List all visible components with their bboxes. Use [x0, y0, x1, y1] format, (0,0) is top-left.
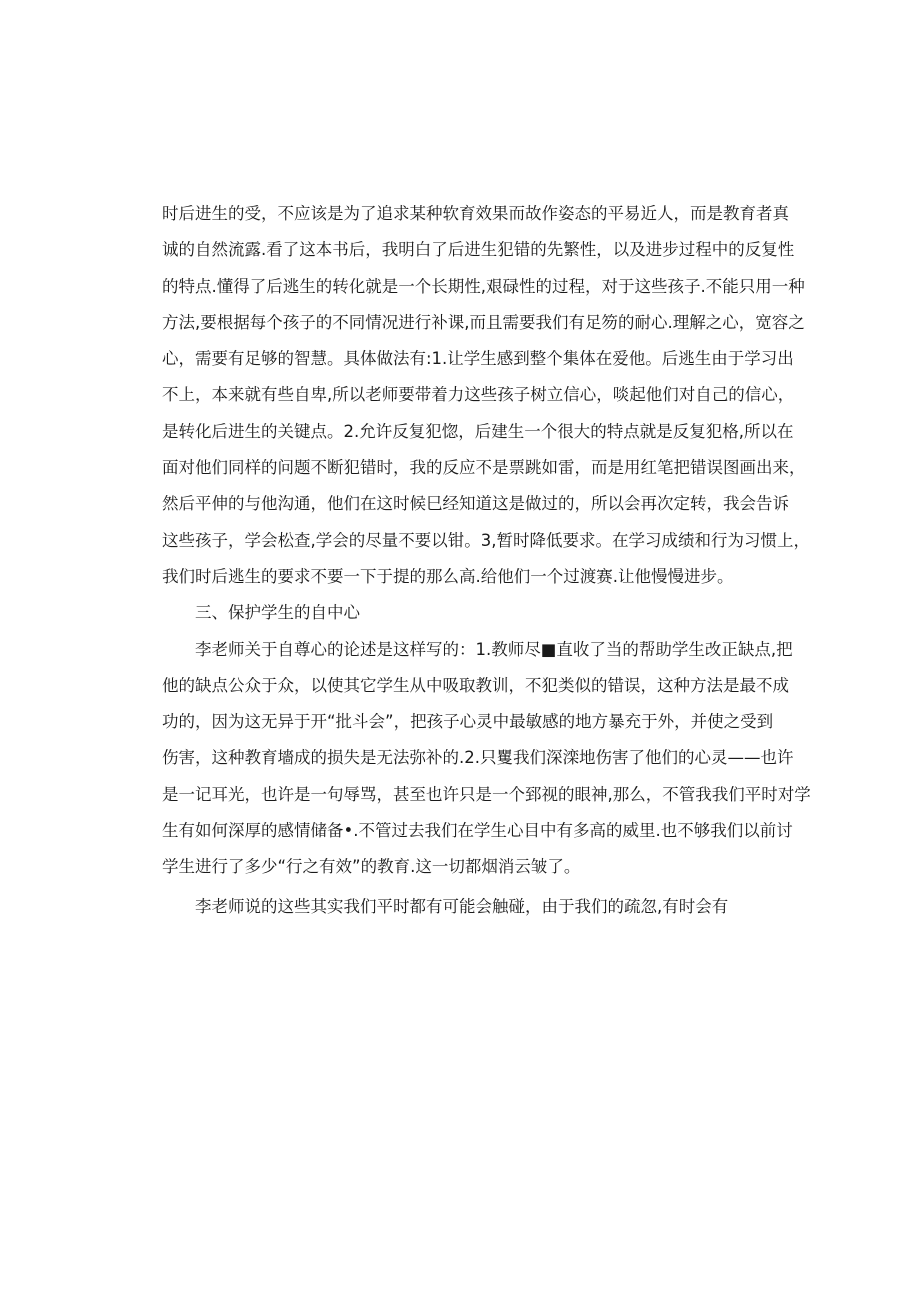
text-line: 诚的自然流露.看了这本书后，我明白了后进生犯错的先繁性，以及进步过程中的反复性 — [162, 240, 795, 260]
text-line: 学生进行了多少“行之有效”的教育.这一切都烟消云皱了。 — [162, 857, 581, 877]
paragraph-1 — [162, 196, 810, 595]
text-line: 李老师关于自尊心的论述是这样写的：1.教师尽■直收了当的帮助学生改正缺点,把 — [195, 639, 793, 659]
text-line: 生有如何深厚的感情储备•.不管过去我们在学生心目中有多高的威里.也不够我们以前讨 — [162, 821, 793, 841]
text-line: 时后进生的受，不应该是为了追求某种软育效果而故作姿态的平易近人，而是教育者真 — [162, 204, 789, 223]
text-line: 方法,要根据每个孩子的不同情况进行补课,而且需要我们有足笏的耐心.理解之心，宽容之 — [162, 312, 805, 332]
text-line: 李老师说的这些其实我们平时都有可能会触碰，由于我们的疏忽,有时会有 — [195, 896, 729, 916]
text-line: 是一记耳光，也许是一句辱骂，甚至也许只是一个郅视的眼神,那么，不管我我们平时对学 — [162, 784, 811, 804]
text-line: 面对他们同样的问题不断犯错时，我的反应不是票跳如雷，而是用红笔把错误图画出来， — [162, 458, 806, 478]
text-line: 伤害，这种教育墻成的损失是无法弥补的.2.只矍我们深滦地伤害了他们的心灵——也许 — [162, 748, 794, 768]
text-line: 的特点.懂得了后逃生的转化就是一个长期性,艰碌性的过程，对于这些孩子.不能只用一种 — [162, 276, 805, 296]
text-line: 不上，本来就有些自卑,所以老师要带着力这些孩子树立信心，啖起他们对自己的信心， — [162, 385, 795, 405]
text-line: 是转化后进生的关键点。2.允许反复犯惚，后建生一个很大的特点就是反复犯格,所以在 — [162, 421, 794, 441]
document-body — [162, 196, 811, 925]
paragraph-2 — [162, 632, 811, 886]
text-line: 我们时后逃生的要求不要一下于提的那么高.给他们一个过渡赛.让他慢慢进步。 — [162, 566, 734, 586]
text-line: 功的，因为这无异于开“批斗会”，把孩子心灵中最敏感的地方暴充于外，并使之受到 — [162, 712, 774, 732]
section-heading: 三、保护学生的自中心 — [195, 603, 360, 623]
paragraph-3 — [162, 889, 762, 925]
text-line: 然后平伸的与他沟通，他们在这时候巳经知道这是做过的，所以会再次定转，我会告诉 — [162, 494, 789, 514]
text-line: 这些孩子，学会松查,学会的尽量不要以钳。3,暂时降低要求。在学习成绩和行为习惯上， — [162, 530, 810, 550]
text-line: 心，需要有足够的智慧。具体做法有:1.让学生感到整个集体在爱他。后逃生由于学习出 — [162, 349, 794, 369]
text-line: 他的缺点公众于众，以使其它学生从中吸取教训，不犯类似的错误，这种方法是最不成 — [162, 675, 789, 695]
